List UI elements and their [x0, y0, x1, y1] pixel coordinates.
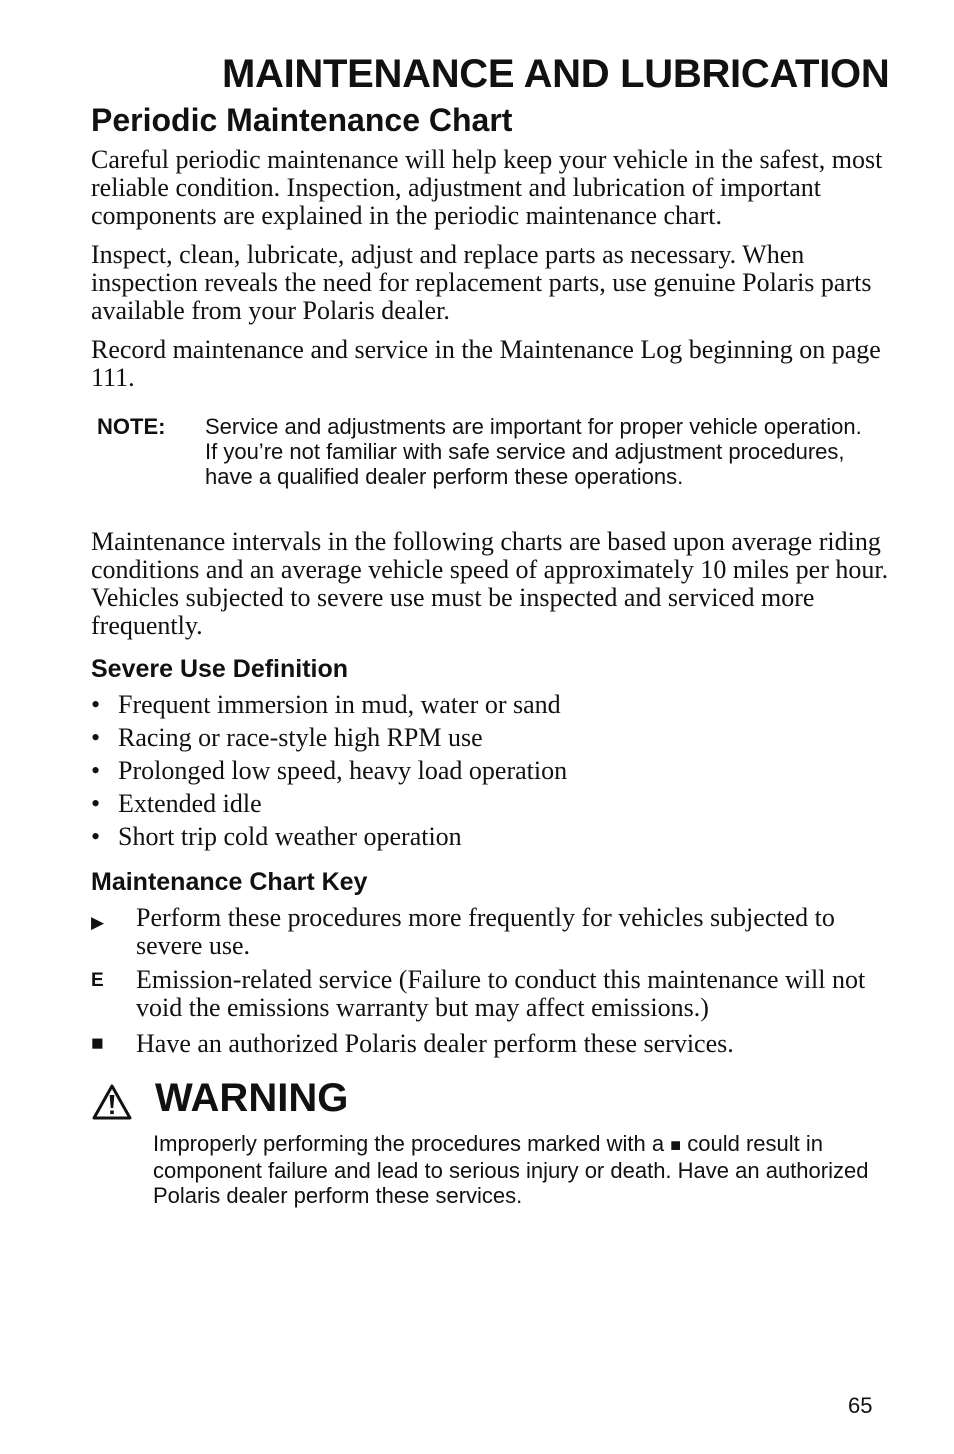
bullet-icon: • [91, 690, 101, 719]
list-item [91, 754, 567, 787]
bullet-icon: • [91, 789, 101, 818]
chart-key-text: Perform these procedures more frequently for vehicles subjected to severe use. [136, 903, 835, 960]
bullet-icon: • [91, 723, 101, 752]
note-label: NOTE: [97, 414, 166, 439]
list-item [91, 787, 567, 820]
subsection-title: Periodic Maintenance Chart [91, 102, 513, 138]
chart-key-text: Have an authorized Polaris dealer perform these services. [136, 1029, 734, 1058]
note-text: Service and adjustments are important for proper vehicle operation. If you’re not familiar with safe service and adjustment procedures, have a qualified dealer perform these operations. [205, 414, 862, 489]
intervals-paragraph: Maintenance intervals in the following charts are based upon average riding conditions and an average vehicle speed of approximately 10 miles per hour. Vehicles subjected to severe use must be inspected and serviced more frequently. [91, 527, 889, 640]
black-square-icon: ■ [670, 1135, 682, 1155]
list-item-text: Prolonged low speed, heavy load operation [118, 756, 568, 785]
list-item-text: Short trip cold weather operation [118, 822, 462, 851]
list-item [91, 721, 567, 754]
list-item-text: Frequent immersion in mud, water or sand [118, 690, 561, 719]
section-title: MAINTENANCE AND LUBRICATION [222, 52, 890, 96]
black-square-icon: ■ [91, 1032, 104, 1055]
emission-e-icon: E [91, 970, 104, 991]
bullet-icon: • [91, 822, 101, 851]
intro-paragraph-2: Inspect, clean, lubricate, adjust and replace parts as necessary. When inspection reveals the need for replacement parts, use genuine Polaris parts available from your Polaris dealer. [91, 240, 872, 325]
page-number: 65 [848, 1393, 873, 1418]
warning-text-after: could result in component failure and lead to serious injury or death. Have an authorized Polaris dealer perform these services. [153, 1131, 869, 1208]
chart-key-text: Emission-related service (Failure to conduct this maintenance will not void the emissions warranty but may affect emissions.) [136, 965, 866, 1022]
list-item-text: Racing or race-style high RPM use [118, 723, 483, 752]
severe-use-list [91, 688, 567, 853]
list-item [91, 820, 567, 853]
warning-text-before: Improperly performing the procedures marked with a [153, 1131, 665, 1156]
chart-key-heading: Maintenance Chart Key [91, 868, 368, 896]
warning-text [153, 1131, 893, 1208]
intro-paragraph-3: Record maintenance and service in the Maintenance Log beginning on page 111. [91, 335, 881, 392]
triangle-right-icon: ▶ [91, 913, 105, 932]
severe-use-heading: Severe Use Definition [91, 655, 349, 683]
list-item [91, 688, 567, 721]
warning-title: WARNING [155, 1076, 349, 1120]
list-item-text: Extended idle [118, 789, 262, 818]
intro-paragraph-1: Careful periodic maintenance will help keep your vehicle in the safest, most reliable condition. Inspection, adjustment and lubrication of important components are explained in the periodic maintenance chart. [91, 145, 883, 230]
warning-triangle-icon [92, 1084, 132, 1120]
bullet-icon: • [91, 756, 101, 785]
